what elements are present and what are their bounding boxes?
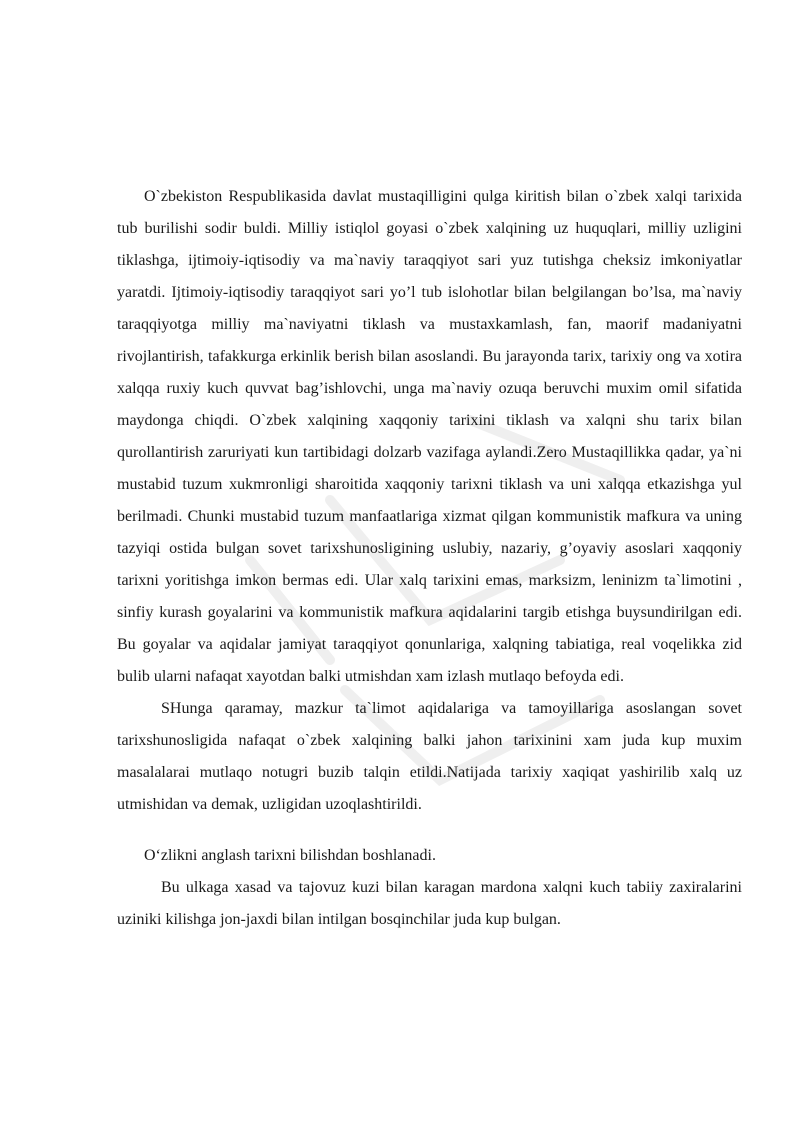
- document-body: [117, 181, 742, 936]
- paragraph-intro: O`zbekiston Respublikasida davlat mustaqilligini qulga kiritish bilan o`zbek xalqi tarixida tub burilishi sodir buldi. Milliy istiqlol goyasi o`zbek xalqining uz huquqlari, milliy uzligini tiklashga, ijtimoiy-iqtisodiy va ma`naviy taraqqiyot sari yuz tutishga cheksiz imkoniyatlar yaratdi. Ijtimoiy-iqtisodiy taraqqiyot sari yo’l tub islohotlar bilan belgilangan bo’lsa, ma`naviy taraqqiyotga milliy ma`naviyatni tiklash va mustaxkamlash, fan, maorif madaniyatni rivojlantirish, tafakkurga erkinlik berish bilan asoslandi. Bu jarayonda tarix, tarixiy ong va xotira xalqqa ruxiy kuch quvvat bag’ishlovchi, unga ma`naviy ozuqa beruvchi muxim omil sifatida maydonga chiqdi. O`zbek xalqining xaqqoniy tarixini tiklash va xalqni shu tarix bilan qurollantirish zaruriyati kun tartibidagi dolzarb vazifaga aylandi.Zero Mustaqillikka qadar, ya`ni mustabid tuzum xukmronligi sharoitida xaqqoniy tarixni tiklash va uni xalqqa etkazishga yul berilmadi. Chunki mustabid tuzum manfaatlariga xizmat qilgan kommunistik mafkura va uning tazyiqi ostida bulgan sovet tarixshunosligining uslubiy, nazariy, g’oyaviy asoslari xaqqoniy tarixni yoritishga imkon bermas edi. Ular xalq tarixini emas, marksizm, leninizm ta`limotini , sinfiy kurash goyalarini va kommunistik mafkura aqidalarini targib etishga buysundirilgan edi. Bu goyalar va aqidalar jamiyat taraqqiyot qonunlariga, xalqning tabiatiga, real voqelikka zid bulib ularni nafaqat xayotdan balki utmishdan xam izlash mutlaqo befoyda edi.: [117, 188, 742, 685]
- paragraph-historiography: SHunga qaramay, mazkur ta`limot aqidalariga va tamoyillariga asoslangan sovet tarixshunosligida nafaqat o`zbek xalqining balki jahon tarixinini xam juda kup muxim masalalarai mutlaqo notugri buzib talqin etildi.Natijada tarixiy xaqiqat yashirilib xalq uz utmishidan va demak, uzligidan uzoqlashtirildi.: [117, 700, 742, 813]
- paragraph-invaders: Bu ulkaga xasad va tajovuz kuzi bilan karagan mardona xalqni kuch tabiiy zaxiralarini uziniki kilishga jon-jaxdi bilan intilgan bosqinchilar juda kup bulgan.: [117, 879, 742, 928]
- paragraph-self-awareness: O‘zlikni anglash tarixni bilishdan boshlanadi.: [144, 847, 436, 864]
